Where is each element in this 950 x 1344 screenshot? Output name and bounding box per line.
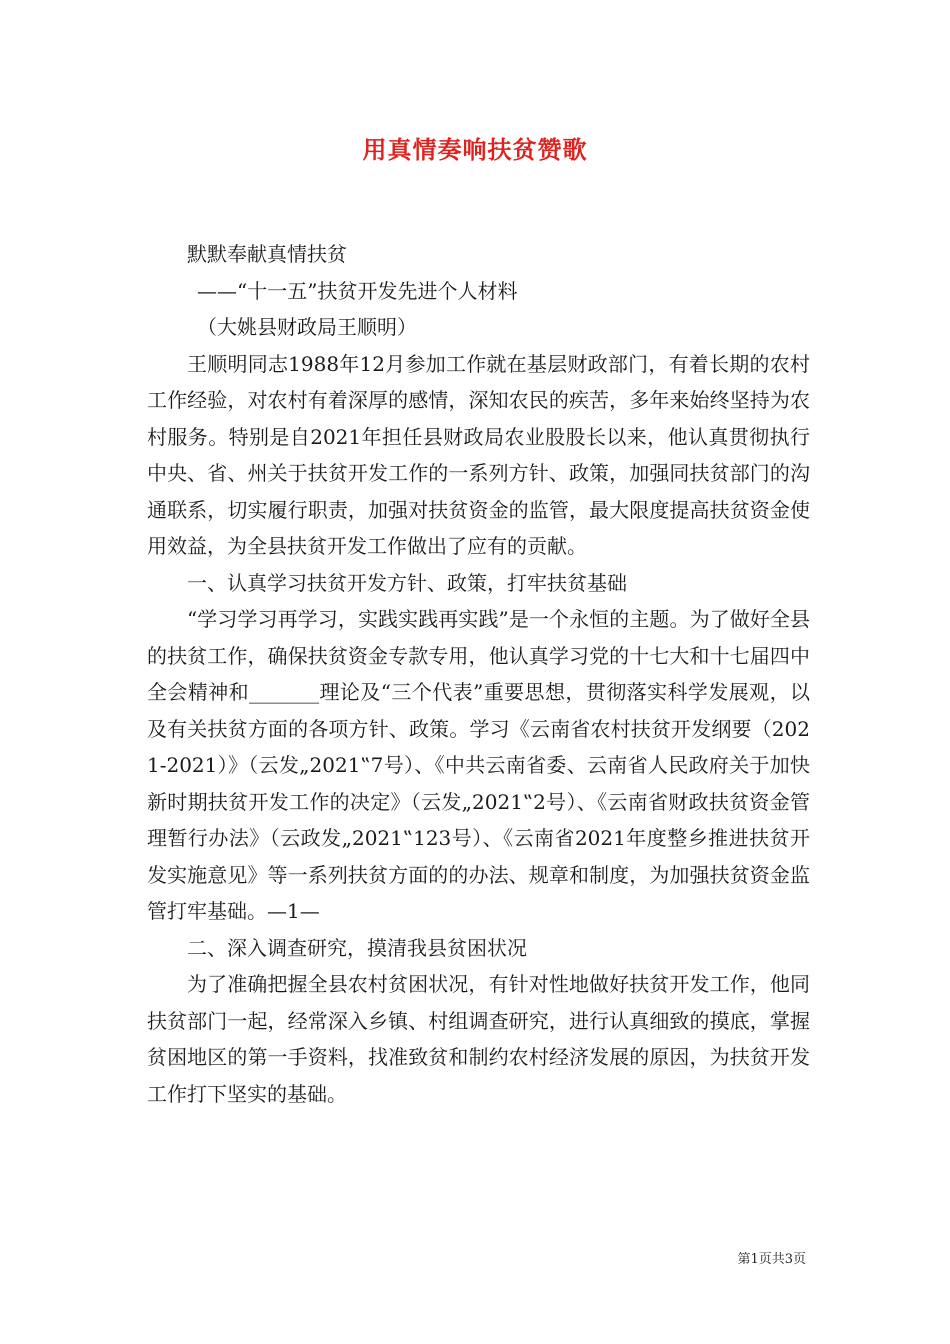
subtitle-line: ——“十一五”扶贫开发先进个人材料 xyxy=(197,278,518,303)
paragraph-study: “学习学习再学习，实践实践再实践”是一个永恒的主题。为了做好全县的扶贫工作，确保扶贫资金专款专用，他认真学习党的十七大和十七届四中全会精神和_______理论及“三个代表”重要思想，贯彻落实科学发展观，以及有关扶贫方面的各项方针、政策。学习《云南省农村扶贫开发纲要（2021-2021）》（云发„2021‟7号）、《中共云南省委、云南省人民政府关于加快新时期扶贫开发工作的决定》（云发„2021‟2号）、《云南省财政扶贫资金管理暂行办法》（云政发„2021‟123号）、《云南省2021年度整乡推进扶贫开发实施意见》等一系列扶贫方面的的办法、规章和制度，为加强扶贫资金监管打牢基础。—1— xyxy=(147,607,810,923)
page-footer: 第1页共3页 xyxy=(737,1252,806,1267)
heading-line: 默默奉献真情扶贫 xyxy=(187,242,347,266)
paragraph-intro: 王顺明同志1988年12月参加工作就在基层财政部门，有着长期的农村工作经验，对农村有着深厚的感情，深知农民的疾苦，多年来始终坚持为农村服务。特别是自2021年担任县财政局农业股股长以来，他认真贯彻执行中央、省、州关于扶贫开发工作的一系列方针、政策，加强同扶贫部门的沟通联系，切实履行职责，加强对扶贫资金的监管，最大限度提高扶贫资金使用效益，为全县扶贫开发工作做出了应有的贡献。 xyxy=(147,351,810,558)
paragraph-research: 为了准确把握全县农村贫困状况，有针对性地做好扶贫开发工作，他同扶贫部门一起，经常深入乡镇、村组调查研究，进行认真细致的摸底，掌握贫困地区的第一手资料，找准致贫和制约农村经济发展的原因，为扶贫开发工作打下坚实的基础。 xyxy=(147,972,810,1106)
author-line: （大姚县财政局王顺明） xyxy=(197,315,417,339)
section-heading-1: 一、认真学习扶贫开发方针、政策，打牢扶贫基础 xyxy=(187,570,627,595)
document-title: 用真情奏响扶贫赞歌 xyxy=(362,135,588,164)
document-body xyxy=(147,236,810,1112)
section-heading-2: 二、深入调查研究，摸清我县贫困状况 xyxy=(187,935,527,960)
